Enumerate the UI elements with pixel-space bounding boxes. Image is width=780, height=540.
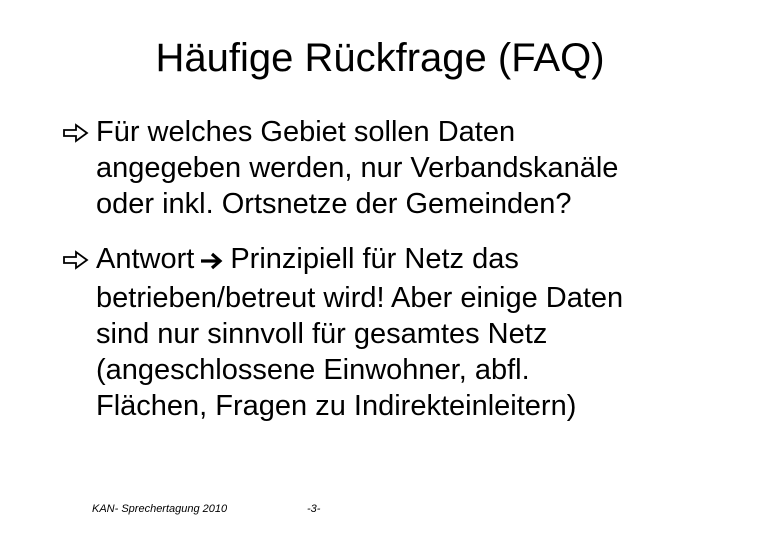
slide-title: Häufige Rückfrage (FAQ) bbox=[155, 36, 605, 80]
faq-question-bullet bbox=[62, 114, 752, 222]
bullet-line: betrieben/betreut wird! Aber einige Daten bbox=[96, 282, 624, 314]
page-number: -3- bbox=[307, 503, 321, 515]
answer-label: Antwort bbox=[96, 243, 195, 275]
faq-answer-bullet bbox=[62, 241, 752, 424]
footer-event: KAN- Sprechertagung 2010 bbox=[92, 503, 228, 515]
bullet-text: Für welches Gebiet sollen Daten bbox=[96, 116, 516, 148]
bullet-line bbox=[62, 114, 752, 150]
bullet-line: angegeben werden, nur Verbandskanäle bbox=[96, 152, 619, 184]
outlined-arrow-bullet-icon bbox=[62, 122, 96, 144]
bullet-line: (angeschlossene Einwohner, abfl. bbox=[96, 354, 530, 386]
bullet-line: Flächen, Fragen zu Indirekteinleitern) bbox=[96, 390, 577, 422]
bullet-line bbox=[62, 241, 752, 280]
outlined-arrow-bullet-icon bbox=[62, 249, 96, 271]
right-arrow-icon bbox=[194, 244, 230, 280]
bullet-line: oder inkl. Ortsnetze der Gemeinden? bbox=[96, 188, 572, 220]
answer-text: Prinzipiell für Netz das bbox=[230, 243, 519, 275]
bullet-line: sind nur sinnvoll für gesamtes Netz bbox=[96, 318, 548, 350]
